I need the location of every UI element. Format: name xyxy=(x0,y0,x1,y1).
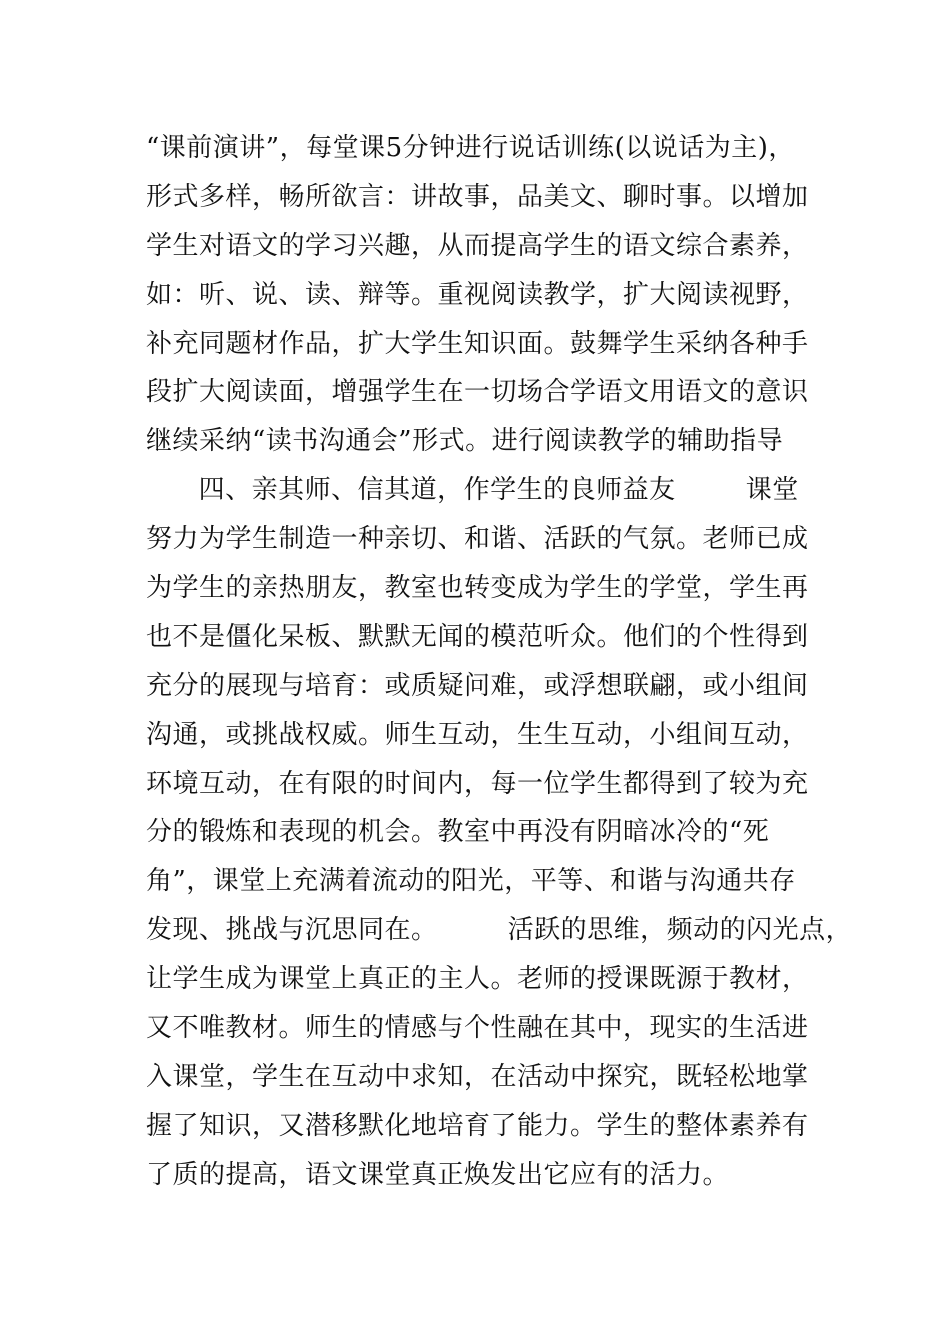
text-line: 如：听、说、读、辩等。重视阅读教学，扩大阅读视野， xyxy=(146,279,809,310)
text-line: 环境互动，在有限的时间内，每一位学生都得到了较为充 xyxy=(146,768,809,799)
text-line: 分的锻炼和表现的机会。教室中再没有阴暗冰冷的“死 xyxy=(146,817,770,848)
text-line: 发现、挑战与沉思同在。 活跃的思维，频动的闪光点， xyxy=(146,915,853,946)
text-line: 努力为学生制造一种亲切、和谐、活跃的气氛。老师已成 xyxy=(146,524,809,555)
text-line: 充分的展现与培育：或质疑问难，或浮想联翩，或小组间 xyxy=(146,670,809,701)
text-line: 让学生成为课堂上真正的主人。老师的授课既源于教材， xyxy=(146,964,809,995)
text-line: 角”，课堂上充满着流动的阳光，平等、和谐与沟通共存 xyxy=(146,866,796,897)
text-line: 为学生的亲热朋友，教室也转变成为学生的学堂，学生再 xyxy=(146,573,809,604)
body-text xyxy=(146,124,853,1200)
section-heading-line: 四、亲其师、信其道，作学生的良师益友 课堂 xyxy=(146,475,799,506)
text-line: 了质的提高，语文课堂真正焕发出它应有的活力。 xyxy=(146,1159,730,1190)
text-line: 握了知识，又潜移默化地培育了能力。学生的整体素养有 xyxy=(146,1110,809,1141)
text-line: 学生对语文的学习兴趣，从而提高学生的语文综合素养， xyxy=(146,230,809,261)
text-line: 沟通，或挑战权威。师生互动，生生互动，小组间互动， xyxy=(146,719,809,750)
text-line: 入课堂，学生在互动中求知，在活动中探究，既轻松地掌 xyxy=(146,1061,809,1092)
text-line: “课前演讲”，每堂课5分钟进行说话训练(以说话为主)， xyxy=(146,133,795,163)
text-line: 段扩大阅读面，增强学生在一切场合学语文用语文的意识 xyxy=(146,377,809,408)
text-line: 继续采纳“读书沟通会”形式。进行阅读教学的辅助指导 xyxy=(146,426,784,457)
text-line: 补充同题材作品，扩大学生知识面。鼓舞学生采纳各种手 xyxy=(146,328,809,359)
text-line: 形式多样，畅所欲言：讲故事，品美文、聊时事。以增加 xyxy=(146,181,809,212)
text-line: 也不是僵化呆板、默默无闻的模范听众。他们的个性得到 xyxy=(146,621,809,652)
text-line: 又不唯教材。师生的情感与个性融在其中，现实的生活进 xyxy=(146,1013,809,1044)
